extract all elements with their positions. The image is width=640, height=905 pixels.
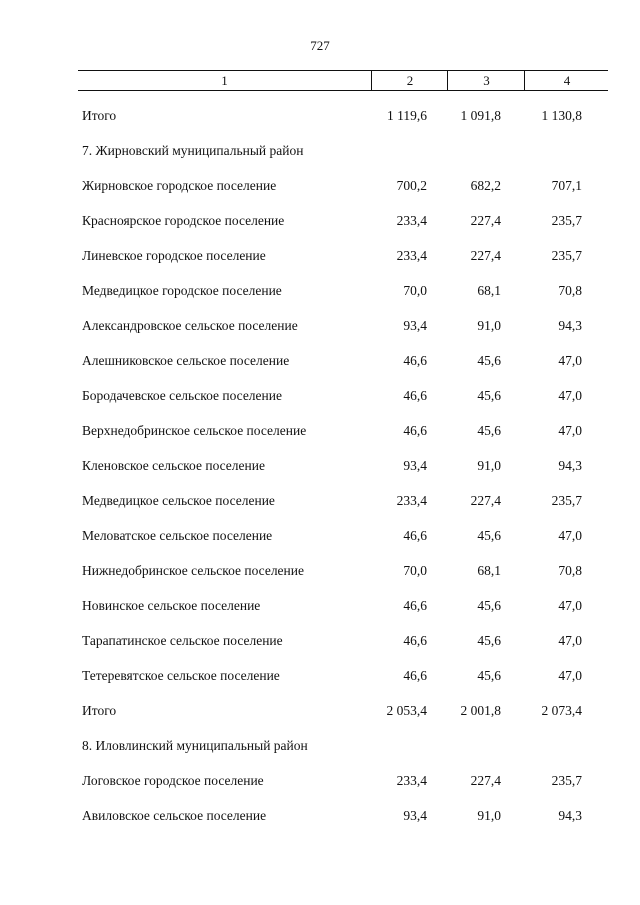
- value-col-2: 46,6: [403, 388, 427, 403]
- row-name: Тарапатинское сельское поселение: [82, 633, 283, 648]
- value-col-3: 45,6: [477, 353, 501, 368]
- row-name: Медведицкое сельское поселение: [82, 493, 275, 508]
- value-col-4: 47,0: [558, 598, 582, 613]
- value-col-2: 46,6: [403, 528, 427, 543]
- value-col-2: 2 053,4: [386, 703, 427, 718]
- table-row: [0, 519, 640, 554]
- value-col-4: 47,0: [558, 353, 582, 368]
- column-header-4: 4: [524, 71, 609, 90]
- value-col-3: 68,1: [477, 563, 501, 578]
- value-col-4: 235,7: [551, 773, 582, 788]
- table-row: [0, 239, 640, 274]
- value-col-2: 93,4: [403, 808, 427, 823]
- table-row: [0, 449, 640, 484]
- row-name: Новинское сельское поселение: [82, 598, 261, 613]
- table-row: [0, 589, 640, 624]
- row-name: Жирновское городское поселение: [82, 178, 277, 193]
- row-name: Алешниковское сельское поселение: [82, 353, 290, 368]
- value-col-2: 46,6: [403, 668, 427, 683]
- table-row: [0, 274, 640, 309]
- row-name: Линевское городское поселение: [82, 248, 266, 263]
- value-col-2: 233,4: [396, 213, 427, 228]
- value-col-2: 93,4: [403, 318, 427, 333]
- table-row: [0, 344, 640, 379]
- value-col-4: 235,7: [551, 493, 582, 508]
- value-col-3: 45,6: [477, 598, 501, 613]
- row-name: Верхнедобринское сельское поселение: [82, 423, 307, 438]
- table-row: [0, 694, 640, 729]
- row-name: Красноярское городское поселение: [82, 213, 285, 228]
- row-name: Кленовское сельское поселение: [82, 458, 265, 473]
- value-col-2: 93,4: [403, 458, 427, 473]
- value-col-4: 94,3: [558, 808, 582, 823]
- value-col-2: 233,4: [396, 248, 427, 263]
- row-name: Бородачевское сельское поселение: [82, 388, 282, 403]
- row-name: 7. Жирновский муниципальный район: [82, 143, 304, 158]
- table-header: [78, 70, 608, 91]
- value-col-3: 91,0: [477, 808, 501, 823]
- value-col-3: 1 091,8: [460, 108, 501, 123]
- table-row: [0, 764, 640, 799]
- value-col-3: 91,0: [477, 318, 501, 333]
- row-name: 8. Иловлинский муниципальный район: [82, 738, 308, 753]
- value-col-3: 45,6: [477, 423, 501, 438]
- value-col-3: 2 001,8: [460, 703, 501, 718]
- row-name: Медведицкое городское поселение: [82, 283, 282, 298]
- value-col-3: 45,6: [477, 388, 501, 403]
- table-row: [0, 729, 640, 764]
- value-col-4: 47,0: [558, 423, 582, 438]
- row-name: Итого: [82, 703, 117, 718]
- value-col-4: 47,0: [558, 528, 582, 543]
- table-row: [0, 484, 640, 519]
- value-col-4: 235,7: [551, 248, 582, 263]
- value-col-3: 227,4: [470, 773, 501, 788]
- value-col-4: 2 073,4: [541, 703, 582, 718]
- value-col-3: 45,6: [477, 528, 501, 543]
- value-col-3: 227,4: [470, 213, 501, 228]
- value-col-3: 91,0: [477, 458, 501, 473]
- value-col-4: 1 130,8: [541, 108, 582, 123]
- value-col-3: 227,4: [470, 493, 501, 508]
- table-row: [0, 379, 640, 414]
- page-number: 727: [310, 38, 330, 53]
- value-col-3: 68,1: [477, 283, 501, 298]
- row-name: Тетеревятское сельское поселение: [82, 668, 280, 683]
- row-name: Нижнедобринское сельское поселение: [82, 563, 304, 578]
- value-col-4: 47,0: [558, 388, 582, 403]
- table-row: [0, 414, 640, 449]
- value-col-2: 233,4: [396, 773, 427, 788]
- row-name: Логовское городское поселение: [82, 773, 264, 788]
- column-header-1: 1: [221, 73, 228, 88]
- value-col-4: 47,0: [558, 668, 582, 683]
- row-name: Александровское сельское поселение: [82, 318, 298, 333]
- column-header-2: 2: [371, 71, 448, 90]
- value-col-4: 707,1: [551, 178, 582, 193]
- value-col-3: 45,6: [477, 668, 501, 683]
- value-col-4: 235,7: [551, 213, 582, 228]
- table-row: [0, 309, 640, 344]
- value-col-2: 46,6: [403, 353, 427, 368]
- value-col-4: 70,8: [558, 283, 582, 298]
- value-col-2: 46,6: [403, 598, 427, 613]
- value-col-4: 47,0: [558, 633, 582, 648]
- table-row: [0, 554, 640, 589]
- row-name: Меловатское сельское поселение: [82, 528, 273, 543]
- value-col-2: 700,2: [396, 178, 427, 193]
- value-col-2: 1 119,6: [387, 108, 427, 123]
- row-name: Авиловское сельское поселение: [82, 808, 267, 823]
- table-row: [0, 799, 640, 834]
- value-col-2: 233,4: [396, 493, 427, 508]
- value-col-4: 94,3: [558, 458, 582, 473]
- value-col-3: 682,2: [470, 178, 501, 193]
- table-row: [0, 99, 640, 134]
- table-row: [0, 204, 640, 239]
- table-row: [0, 624, 640, 659]
- value-col-2: 46,6: [403, 423, 427, 438]
- value-col-4: 94,3: [558, 318, 582, 333]
- value-col-4: 70,8: [558, 563, 582, 578]
- value-col-3: 227,4: [470, 248, 501, 263]
- value-col-3: 45,6: [477, 633, 501, 648]
- table-row: [0, 169, 640, 204]
- column-header-3: 3: [447, 71, 525, 90]
- value-col-2: 70,0: [403, 563, 427, 578]
- table-row: [0, 659, 640, 694]
- table-body: [0, 99, 640, 834]
- value-col-2: 46,6: [403, 633, 427, 648]
- row-name: Итого: [82, 108, 117, 123]
- value-col-2: 70,0: [403, 283, 427, 298]
- table-row: [0, 134, 640, 169]
